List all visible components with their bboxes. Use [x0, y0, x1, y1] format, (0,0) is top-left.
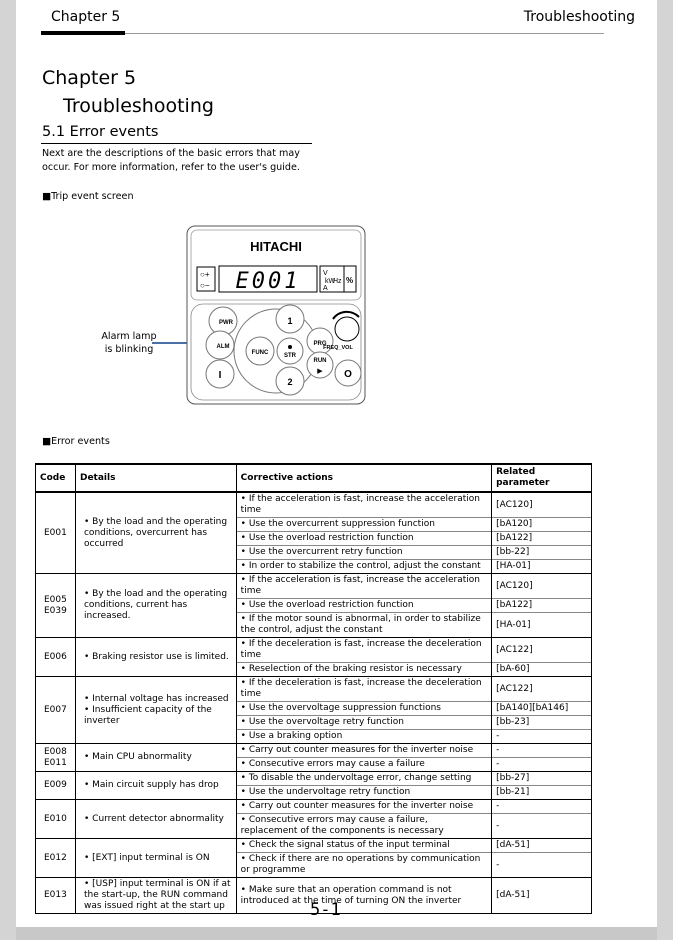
- details-line: • By the load and the operating conditions, overcurrent has occurred: [83, 516, 228, 549]
- chapter-title: Chapter 5: [42, 67, 137, 89]
- related-parameter-cell: [bA122]: [492, 532, 592, 546]
- running-header-chapter: Chapter 5: [51, 9, 121, 25]
- svg-text:1: 1: [287, 316, 293, 326]
- related-parameter-cell: -: [492, 800, 592, 814]
- corrective-action-cell: • Check if there are no operations by communication or programme: [236, 853, 491, 878]
- corrective-action-cell: • In order to stabilize the control, adjust the constant: [236, 560, 491, 574]
- display-readout: E001: [235, 269, 301, 294]
- related-parameter-cell: [bb-23]: [492, 716, 592, 730]
- svg-text:2: 2: [287, 377, 293, 387]
- corrective-action-cell: • Carry out counter measures for the inverter noise: [236, 800, 491, 814]
- details-line: • Insufficient capacity of the inverter: [83, 704, 212, 726]
- svg-text:PWR: PWR: [219, 320, 233, 326]
- operator-panel-illustration: [186, 225, 366, 405]
- header-rule: [125, 33, 604, 34]
- corrective-action-cell: • Use the overvoltage suppression functions: [236, 702, 491, 716]
- svg-text:○−: ○−: [200, 281, 210, 290]
- svg-text:RUN: RUN: [313, 358, 327, 364]
- related-parameter-cell: [AC122]: [492, 638, 592, 663]
- error-details-cell: [75, 878, 236, 914]
- svg-text:A: A: [323, 285, 328, 292]
- error-details-cell: [75, 744, 236, 772]
- table-row: [36, 638, 592, 663]
- related-parameter-cell: [bA120]: [492, 518, 592, 532]
- related-parameter-cell: [dA-51]: [492, 878, 592, 914]
- corrective-action-cell: • Use the undervoltage retry function: [236, 786, 491, 800]
- related-parameter-cell: -: [492, 730, 592, 744]
- related-parameter-cell: [HA-01]: [492, 560, 592, 574]
- error-details-cell: [75, 772, 236, 800]
- related-parameter-cell: [bA-60]: [492, 663, 592, 677]
- col-header-actions: Corrective actions: [236, 464, 491, 492]
- header-accent-bar: [41, 31, 125, 35]
- corrective-action-cell: • Make sure that an operation command is not introduced at the time of turning ON the inverter: [236, 878, 491, 914]
- error-code-cell: E012: [36, 839, 76, 878]
- error-code-cell: E006: [36, 638, 76, 677]
- related-parameter-cell: -: [492, 853, 592, 878]
- related-parameter-cell: [bA122]: [492, 599, 592, 613]
- svg-text:%: %: [346, 276, 354, 285]
- corrective-action-cell: • Use the overcurrent suppression function: [236, 518, 491, 532]
- alarm-lamp-label: Alarm lamp is blinking: [101, 331, 157, 355]
- corrective-action-cell: • Reselection of the braking resistor is necessary: [236, 663, 491, 677]
- details-line: • Braking resistor use is limited.: [83, 651, 229, 662]
- corrective-action-cell: • If the motor sound is abnormal, in order to stabilize the control, adjust the constant: [236, 613, 491, 638]
- table-row: [36, 492, 592, 518]
- details-line: • Current detector abnormality: [83, 813, 224, 824]
- related-parameter-cell: [AC122]: [492, 677, 592, 702]
- details-line: • Main circuit supply has drop: [83, 780, 219, 790]
- svg-text:○+: ○+: [200, 270, 210, 279]
- chapter-subtitle: Troubleshooting: [63, 95, 214, 117]
- error-table-body: [36, 492, 592, 914]
- table-row: [36, 839, 592, 853]
- corrective-action-cell: • Use a braking option: [236, 730, 491, 744]
- related-parameter-cell: -: [492, 758, 592, 772]
- unit-indicators: [320, 266, 356, 292]
- details-line: • [USP] input terminal is ON if at the start-up, the RUN command was issued right at the start up: [83, 879, 231, 911]
- related-parameter-cell: [AC120]: [492, 574, 592, 599]
- corrective-action-cell: • If the deceleration is fast, increase the deceleration time: [236, 638, 491, 663]
- svg-text:O: O: [344, 369, 352, 380]
- related-parameter-cell: [HA-01]: [492, 613, 592, 638]
- col-header-code: Code: [36, 464, 76, 492]
- section-title: 5.1 Error events: [42, 124, 159, 140]
- corrective-action-cell: • If the acceleration is fast, increase the acceleration time: [236, 492, 491, 518]
- related-parameter-cell: [AC120]: [492, 492, 592, 518]
- error-details-cell: [75, 492, 236, 574]
- corrective-action-cell: • Consecutive errors may cause a failure: [236, 758, 491, 772]
- related-parameter-cell: [bb-22]: [492, 546, 592, 560]
- page-number: 5-1: [310, 900, 341, 920]
- related-parameter-cell: [bb-27]: [492, 772, 592, 786]
- error-code-cell: E013: [36, 878, 76, 914]
- page-edge: [16, 927, 657, 940]
- str-key: [277, 338, 303, 364]
- corrective-action-cell: • Use the overcurrent retry function: [236, 546, 491, 560]
- table-row: [36, 574, 592, 599]
- details-line: • Internal voltage has increased: [83, 693, 229, 704]
- details-line: • By the load and the operating conditions, current has increased.: [83, 589, 228, 621]
- col-header-details: Details: [75, 464, 236, 492]
- trip-event-caption: ■Trip event screen: [42, 191, 134, 202]
- related-parameter-cell: [dA-51]: [492, 839, 592, 853]
- sign-indicator: [197, 267, 215, 291]
- table-row: [36, 800, 592, 814]
- corrective-action-cell: • Consecutive errors may cause a failure, replacement of the components is necessary: [236, 814, 491, 839]
- details-line: • [EXT] input terminal is ON: [83, 852, 210, 863]
- related-parameter-cell: [bA140][bA146]: [492, 702, 592, 716]
- error-details-cell: [75, 839, 236, 878]
- corrective-action-cell: • If the deceleration is fast, increase the deceleration time: [236, 677, 491, 702]
- table-row: [36, 677, 592, 702]
- error-code-cell: E010: [36, 800, 76, 839]
- corrective-action-cell: • Check the signal status of the input terminal: [236, 839, 491, 853]
- section-rule: [41, 143, 312, 144]
- col-header-parameter: Related parameter: [492, 464, 592, 492]
- svg-text:▶: ▶: [317, 368, 323, 375]
- intro-paragraph: Next are the descriptions of the basic errors that may occur. For more information, refer to the user's guide.: [42, 148, 300, 173]
- running-header-section: Troubleshooting: [523, 9, 635, 25]
- error-code-cell: E007: [36, 677, 76, 744]
- corrective-action-cell: • Carry out counter measures for the inverter noise: [236, 744, 491, 758]
- error-details-cell: [75, 677, 236, 744]
- svg-text:STR: STR: [284, 353, 296, 359]
- table-row: [36, 772, 592, 786]
- corrective-action-cell: • Use the overload restriction function: [236, 599, 491, 613]
- corrective-action-cell: • To disable the undervoltage error, change setting: [236, 772, 491, 786]
- error-details-cell: [75, 574, 236, 638]
- error-code-cell: E008 E011: [36, 744, 76, 772]
- related-parameter-cell: -: [492, 744, 592, 758]
- corrective-action-cell: • If the acceleration is fast, increase the acceleration time: [236, 574, 491, 599]
- related-parameter-cell: [bb-21]: [492, 786, 592, 800]
- error-code-cell: E001: [36, 492, 76, 574]
- error-code-cell: E005 E039: [36, 574, 76, 638]
- panel-brand: HITACHI: [250, 239, 302, 254]
- error-events-caption: ■Error events: [42, 436, 110, 447]
- svg-text:kW: kW: [325, 278, 336, 285]
- svg-text:ALM: ALM: [216, 344, 230, 350]
- svg-text:V: V: [323, 270, 328, 277]
- details-line: • Main CPU abnormality: [83, 752, 192, 762]
- corrective-action-cell: • Use the overload restriction function: [236, 532, 491, 546]
- svg-text:I: I: [218, 370, 222, 381]
- related-parameter-cell: -: [492, 814, 592, 839]
- svg-text:Hz: Hz: [333, 278, 342, 285]
- svg-text:FREQ_VOL: FREQ_VOL: [323, 345, 353, 351]
- error-code-cell: E009: [36, 772, 76, 800]
- error-details-cell: [75, 800, 236, 839]
- error-details-cell: [75, 638, 236, 677]
- freq-vol-knob: [335, 317, 359, 341]
- svg-text:FUNC: FUNC: [251, 350, 269, 356]
- table-row: [36, 744, 592, 758]
- error-events-table: [35, 463, 592, 914]
- corrective-action-cell: • Use the overvoltage retry function: [236, 716, 491, 730]
- svg-text:PRG: PRG: [313, 341, 327, 347]
